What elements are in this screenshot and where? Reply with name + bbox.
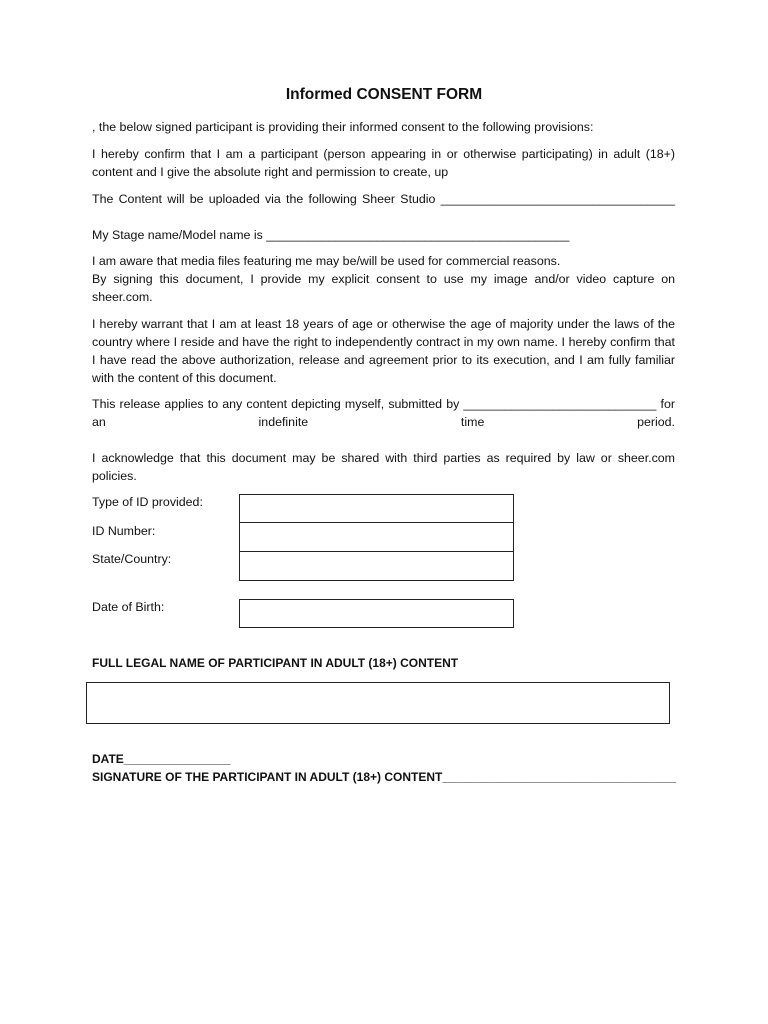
- confirm-paragraph: I hereby confirm that I am a participant (person appearing in or otherwise participating) in adult (18+) content and I give the absolute right and permission to create, up: [92, 147, 675, 179]
- dob-label: Date of Birth:: [92, 600, 165, 614]
- upload-studio-line: The Content will be uploaded via the following Sheer Studio __________________________________: [92, 192, 675, 206]
- full-name-field[interactable]: [86, 682, 670, 724]
- id-type-field[interactable]: [239, 494, 514, 523]
- full-name-heading: FULL LEGAL NAME OF PARTICIPANT IN ADULT (18+) CONTENT: [92, 656, 459, 670]
- id-number-field[interactable]: [239, 522, 514, 552]
- warrant-paragraph: I hereby warrant that I am at least 18 years of age or otherwise the age of majority under the laws of the country where I reside and have the right to independently contract in my own name. I hereby confirm that I have read the above authorization, release and agreement prior to its execution, and I am fully familiar with the content of this document.: [92, 317, 675, 385]
- id-type-label: Type of ID provided:: [92, 495, 203, 509]
- state-country-field[interactable]: [239, 551, 514, 581]
- release-paragraph: This release applies to any content depicting myself, submitted by ____________________________ for an indefinite time period.: [92, 397, 675, 429]
- dob-field[interactable]: [239, 599, 514, 628]
- consent-paragraph: By signing this document, I provide my explicit consent to use my image and/or video capture on sheer.com.: [92, 272, 675, 304]
- acknowledge-paragraph: I acknowledge that this document may be shared with third parties as required by law or sheer.com policies.: [92, 451, 675, 483]
- intro-paragraph: , the below signed participant is providing their informed consent to the following provisions:: [92, 120, 594, 134]
- aware-paragraph: I am aware that media files featuring me may be/will be used for commercial reasons.: [92, 254, 561, 268]
- signature-line: SIGNATURE OF THE PARTICIPANT IN ADULT (18+) CONTENT___________________________________: [92, 770, 676, 784]
- stage-name-line: My Stage name/Model name is ____________________________________________: [92, 228, 570, 242]
- page-title: Informed CONSENT FORM: [285, 86, 483, 103]
- state-country-label: State/Country:: [92, 552, 172, 566]
- id-number-label: ID Number:: [92, 524, 156, 538]
- date-line: DATE________________: [92, 752, 231, 766]
